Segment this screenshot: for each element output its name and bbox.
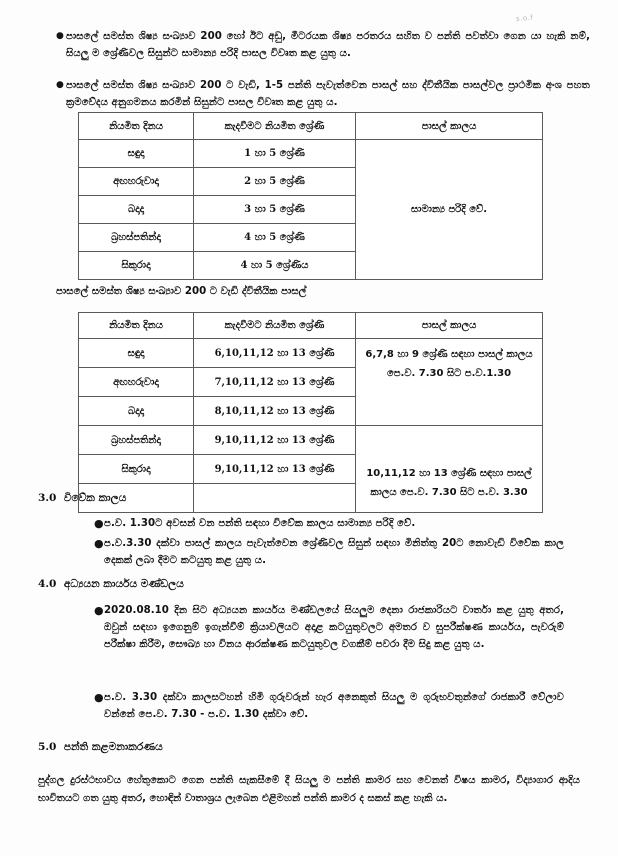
section-4-bullet-2-text: ප.ව. 3.30 දක්වා කාලසටහන් හිමි ගුරුවරුන් හැර අනෙකුත් සියලු ම ගුරුභවතුන්ගේ රාජකාරී වේලාව වන්නේ පෙ.ව. 7.30 - ප.ව. 1.30 දක්වා වේ.	[104, 692, 564, 720]
bullet-dot-icon: ●	[94, 517, 104, 530]
table-row	[79, 339, 543, 368]
section-5-paragraph: පුද්ගල දුරස්ථභාවය හේතුකොට ගෙන පන්ති සැකසීමේ දී සියලු ම පන්ති කාමර සහ වෙනත් විෂය කාමර, විද්‍යාගාර ආදිය භාවිතයට ගත යුතු අතර, හොඳින් වාතාශ්‍රය ලැබෙන එළිමහන් පන්ති කාමර ද සකස් කළ හැකි ය.	[38, 775, 580, 804]
school-time-lower-line-2: කාලය පෙ.ව. 7.30 සිට ප.ව. 3.30	[370, 487, 528, 498]
section-3-bullet-2	[94, 535, 564, 569]
cell-day: අඟහරුවාදා	[79, 168, 194, 196]
cell-grades: 9,10,11,12 හා 13 ශ්‍රේණි	[194, 426, 356, 455]
cell-day: බ්‍රහස්පතින්දා	[79, 426, 194, 455]
cell-day: බදාදා	[79, 397, 194, 426]
section-4-bullet-2	[94, 689, 564, 723]
column-header-day: නියමිත දිනය	[79, 313, 194, 339]
section-3-number: 3.0	[38, 492, 57, 504]
section-4-number: 4.0	[38, 578, 57, 590]
cell-grades: 2 හා 5 ශ්‍රේණි	[194, 168, 356, 196]
section-heading-4	[38, 578, 184, 591]
cell-day: සඳුදා	[79, 140, 194, 168]
section-5-number: 5.0	[38, 741, 57, 753]
bullet-dot-icon: ●	[56, 80, 64, 90]
section-4-bullet-1-text: 2020.08.10 දින සිට අධ්‍යයන කාර්යය මණ්ඩලයේ සියලුම දෙනා රාජකාරියට වාර්තා කළ යුතු අතර, ඔවුන් සඳහා ඉගෙනුම් ඉගැන්වීම් ක්‍රියාවලියට අදාළ කටයුතුවලට අමතර ව සුපරීක්ෂණ කාර්යය, පැවරුම් පරීක්ෂා කිරීම, සෞඛ්‍ය හා විනය ආරක්ෂණ කටයුතුවල වගකීම් පවරා දීම සිදු කළ යුතු ය.	[104, 605, 564, 650]
section-4-title: අධ්‍යයන කාර්යය මණ්ඩලය	[63, 578, 184, 590]
table-row	[79, 426, 543, 455]
section-3-bullet-1-text: ප.ව. 1.30ට අවසන් වන පන්ති සඳහා විවේක කාලය සාමාන්‍ය පරිදි වේ.	[104, 518, 416, 529]
cell-school-time-upper	[356, 339, 543, 426]
bullet-dot-icon: ●	[94, 691, 104, 704]
cell-grades: 4 හා 5 ශ්‍රේණි	[194, 224, 356, 252]
bullet-dot-icon: ●	[56, 31, 64, 41]
cell-day: බ්‍රහස්පතින්දා	[79, 224, 194, 252]
intro-bullet-2-text: පාසලේ සමස්ත ශිෂ්‍ය සංඛ්‍යාව 200 ට වැඩි, 1-5 පන්ති පැවැත්වෙන පාසල් සහ ද්විතීයික පාසල්වල ප්‍රාථමික අංශ පහත ක්‍රමවේදය අනුගමනය කරමින් සිසුන්ට පාසල විවෘත කළ යුතු ය.	[66, 80, 590, 108]
table-header-row	[79, 313, 543, 339]
column-header-day: නියමිත දිනය	[79, 113, 194, 140]
cell-grades: 9,10,11,12 හා 13 ශ්‍රේණි	[194, 455, 356, 484]
table-two-caption: පාසලේ සමස්ත ශිෂ්‍ය සංඛ්‍යාව 200 ට වැඩි ද්විතීයික පාසල්	[56, 286, 307, 297]
cell-grades: 3 හා 5 ශ්‍රේණි	[194, 196, 356, 224]
intro-bullet-2	[56, 77, 590, 111]
cell-grades: 4 හා 5 ශ්‍රේණිය	[194, 252, 356, 280]
section-heading-3	[38, 492, 126, 505]
school-schedule-table-secondary	[78, 312, 543, 513]
bullet-dot-icon: ●	[94, 537, 104, 550]
column-header-school-time: පාසල් කාලය	[356, 113, 543, 140]
section-5-title: පන්ති කළමනාකරණය	[63, 741, 163, 753]
section-heading-5	[38, 741, 163, 754]
table-row	[79, 140, 543, 168]
column-header-grades: කැදවීමට නියමිත ශ්‍රේණි	[194, 313, 356, 339]
cell-day: අඟහරුවාදා	[79, 368, 194, 397]
section-3-bullet-2-text: ප.ව.3.30 දක්වා පාසල් කාලය පැවැත්වෙන ශ්‍රේණිවල සිසුන් සඳහා මිනිත්තු 20ට නොවැඩි විවේක කාල දෙකක් ලබා දීමට කටයුතු කළ යුතු ය.	[104, 538, 564, 566]
column-header-school-time: පාසල් කාලය	[356, 313, 543, 339]
scan-artifact-mark: s.o.f	[515, 13, 534, 23]
cell-school-time: සාමාන්‍ය පරිදි වේ.	[356, 140, 543, 280]
section-4-bullet-1	[94, 602, 564, 653]
cell-grades: 6,10,11,12 හා 13 ශ්‍රේණි	[194, 339, 356, 368]
cell-day: සිකුරාදා	[79, 252, 194, 280]
cell-grades: 1 හා 5 ශ්‍රේණි	[194, 140, 356, 168]
cell-school-time-lower	[356, 426, 543, 513]
school-time-lower-line-1: 10,11,12 හා 13 ශ්‍රේණි සඳහා පාසල්	[366, 468, 532, 479]
intro-bullet-1-text: පාසලේ සමස්ත ශිෂ්‍ය සංඛ්‍යාව 200 හෝ ඊට අඩු, මීටරයක ශිෂ්‍ය පරතරය සහිත ව පන්ති පවත්වා ගෙන යා හැකි නම්, සියලු ම ශ්‍රේණිවල සිසුන්ට සාමාන්‍ය පරිදි පාසල විවෘත කළ යුතු ය.	[66, 31, 590, 59]
school-time-upper-line-1: 6,7,8 හා 9 ශ්‍රේණි සඳහා පාසල් කාලය	[365, 349, 533, 360]
cell-grades: 8,10,11,12 හා 13 ශ්‍රේණි	[194, 397, 356, 426]
table-header-row	[79, 113, 543, 140]
section-3-title: විවේක කාලය	[63, 492, 127, 504]
cell-grades-empty	[194, 484, 356, 513]
school-schedule-table-primary	[78, 112, 543, 280]
school-time-upper-line-2: පෙ.ව. 7.30 සිට ප.ව.1.30	[386, 368, 512, 379]
cell-grades: 7,10,11,12 හා 13 ශ්‍රේණි	[194, 368, 356, 397]
section-3-bullet-1	[94, 515, 564, 532]
intro-bullet-1	[56, 28, 590, 62]
cell-day: සිකුරාදා	[79, 455, 194, 484]
bullet-dot-icon: ●	[94, 604, 104, 617]
cell-day: බදාදා	[79, 196, 194, 224]
cell-day: සඳුදා	[79, 339, 194, 368]
column-header-grades: කැදවීමට නියමිත ශ්‍රේණි	[194, 113, 356, 140]
